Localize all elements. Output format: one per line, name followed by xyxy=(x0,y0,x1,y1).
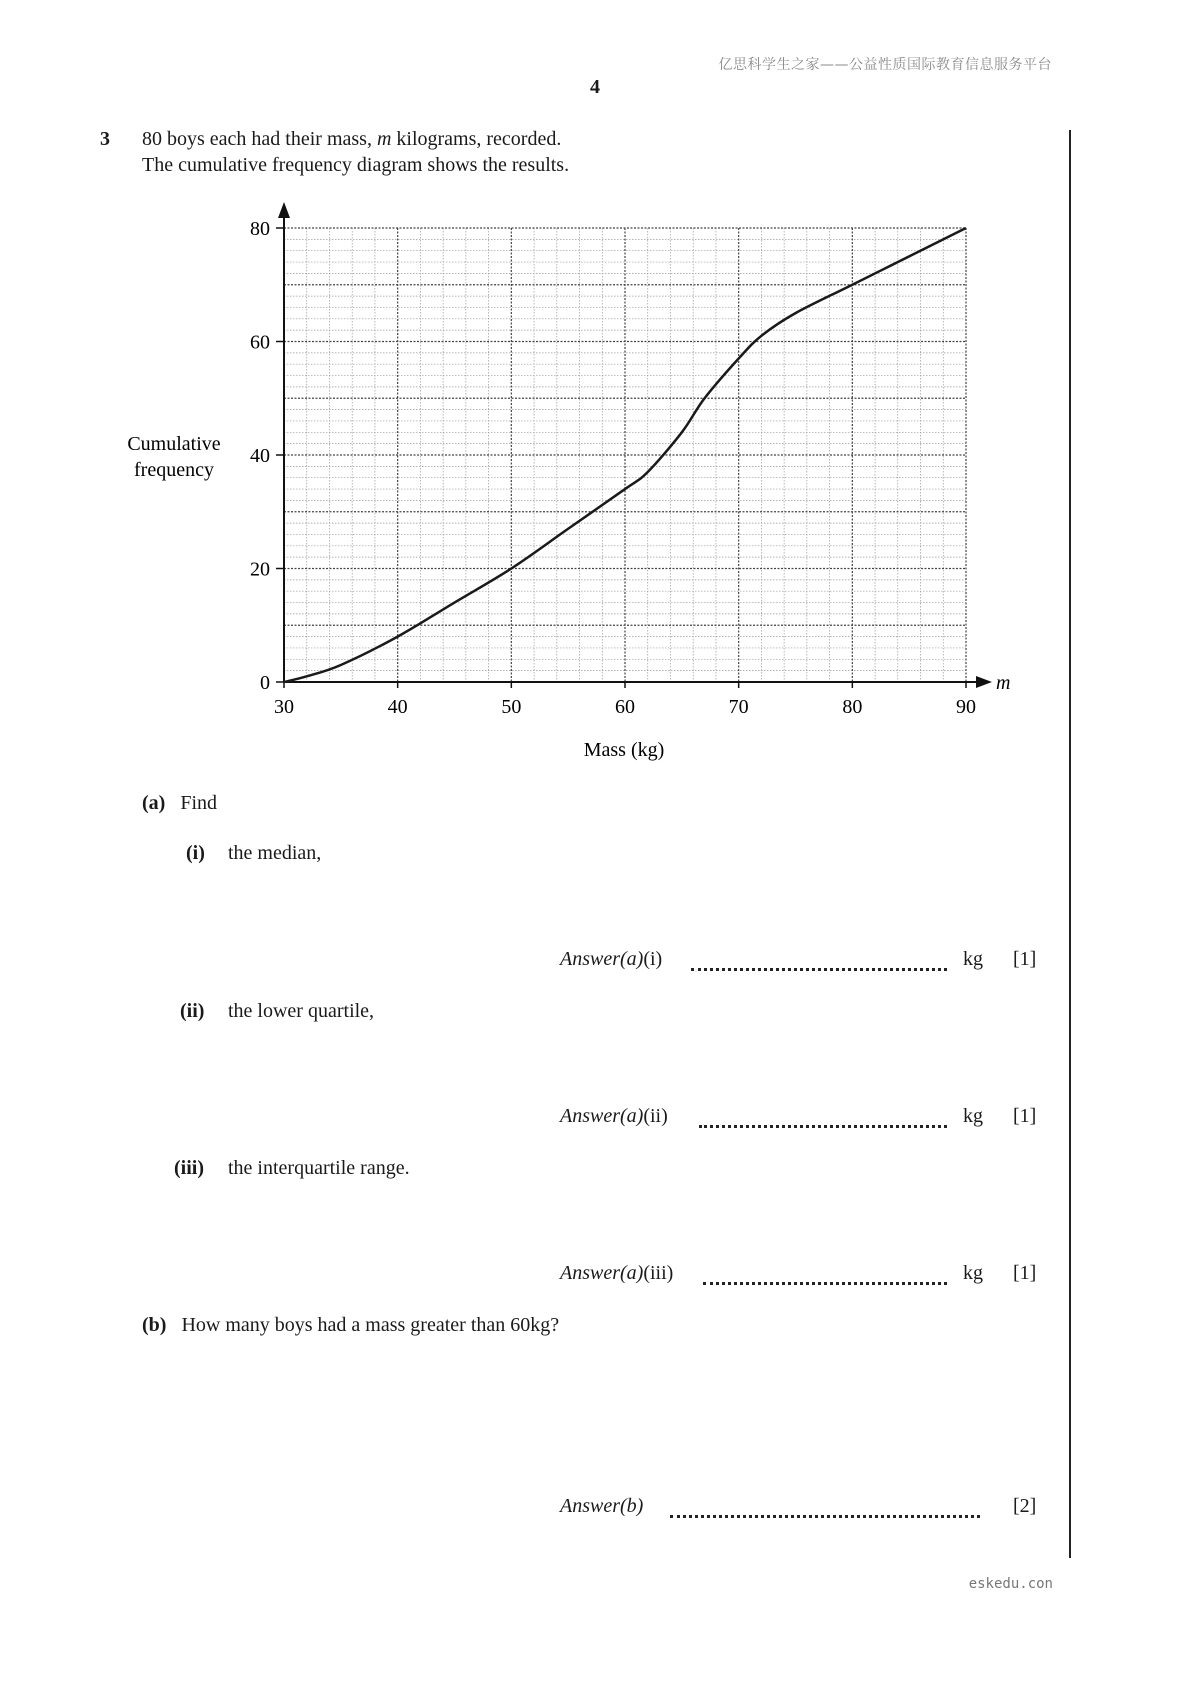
y-axis-label-line2: frequency xyxy=(134,459,214,481)
part-a-label: (a) xyxy=(142,792,166,814)
part-a-text: Find xyxy=(180,792,218,814)
part-a-iii-text: the interquartile range. xyxy=(228,1157,410,1179)
intro-post: kilograms, recorded. xyxy=(391,128,562,150)
x-axis-variable: m xyxy=(996,672,1011,694)
answer-a-ii-field[interactable] xyxy=(699,1125,947,1128)
answer-a-i-mark: [1] xyxy=(1013,948,1037,970)
y-tick-label: 0 xyxy=(260,672,270,694)
answer-a-iii-unit: kg xyxy=(963,1262,983,1284)
answer-a-iii-mark: [1] xyxy=(1013,1262,1037,1284)
y-axis-label-line1: Cumulative xyxy=(127,433,221,455)
answer-b-label: Answer(b) xyxy=(560,1495,644,1517)
answer-b-field[interactable] xyxy=(670,1515,980,1518)
part-a-i-text: the median, xyxy=(228,842,322,864)
x-tick-label: 70 xyxy=(728,696,749,718)
answer-a-iii-field[interactable] xyxy=(703,1282,947,1285)
y-tick-label: 20 xyxy=(250,558,270,581)
x-tick-label: 50 xyxy=(501,696,522,718)
part-a-header xyxy=(142,792,217,815)
part-a-iii-label: (iii) xyxy=(174,1157,204,1179)
watermark-text: 亿思科学生之家——公益性质国际教育信息服务平台 xyxy=(718,57,1052,73)
part-b-text: How many boys had a mass greater than 60kg? xyxy=(181,1314,560,1336)
x-tick-label: 60 xyxy=(615,696,635,718)
axes xyxy=(278,202,992,688)
answer-b-mark: [2] xyxy=(1013,1495,1037,1517)
intro-pre: 80 boys each had their mass, xyxy=(142,128,377,150)
intro-var: m xyxy=(376,128,392,150)
x-axis-arrow xyxy=(976,676,992,688)
x-tick-label: 90 xyxy=(956,696,976,718)
y-tick-label: 40 xyxy=(250,445,270,467)
answer-a-i-unit: kg xyxy=(963,948,983,970)
x-tick-label: 30 xyxy=(274,696,294,718)
question-number: 3 xyxy=(100,128,110,150)
y-tick-label: 60 xyxy=(250,331,270,354)
answer-a-i-label: Answer(a)(i) xyxy=(560,948,663,970)
part-a-i-label: (i) xyxy=(186,842,205,864)
answer-a-ii-label: Answer(a)(ii) xyxy=(560,1105,668,1127)
page-number: 4 xyxy=(590,76,600,98)
answer-a-iii-label: Answer(a)(iii) xyxy=(560,1262,674,1284)
part-a-ii-text: the lower quartile, xyxy=(228,1000,375,1022)
y-tick-label: 80 xyxy=(250,218,270,240)
answer-a-i-field[interactable] xyxy=(691,968,947,971)
x-tick-label: 40 xyxy=(387,696,408,718)
footer-site: eskedu.con xyxy=(968,1576,1053,1592)
x-axis-label: Mass (kg) xyxy=(583,739,665,761)
cumulative-frequency-chart xyxy=(0,0,1190,780)
answer-a-ii-mark: [1] xyxy=(1013,1105,1037,1127)
part-b-label: (b) xyxy=(142,1314,167,1336)
part-a-ii-label: (ii) xyxy=(180,1000,205,1022)
intro-line2: The cumulative frequency diagram shows the results. xyxy=(142,154,570,176)
answer-a-ii-unit: kg xyxy=(963,1105,983,1127)
tick-labels xyxy=(250,218,976,718)
part-b-header xyxy=(142,1314,559,1337)
y-axis-arrow xyxy=(278,202,290,218)
x-tick-label: 80 xyxy=(842,696,863,718)
